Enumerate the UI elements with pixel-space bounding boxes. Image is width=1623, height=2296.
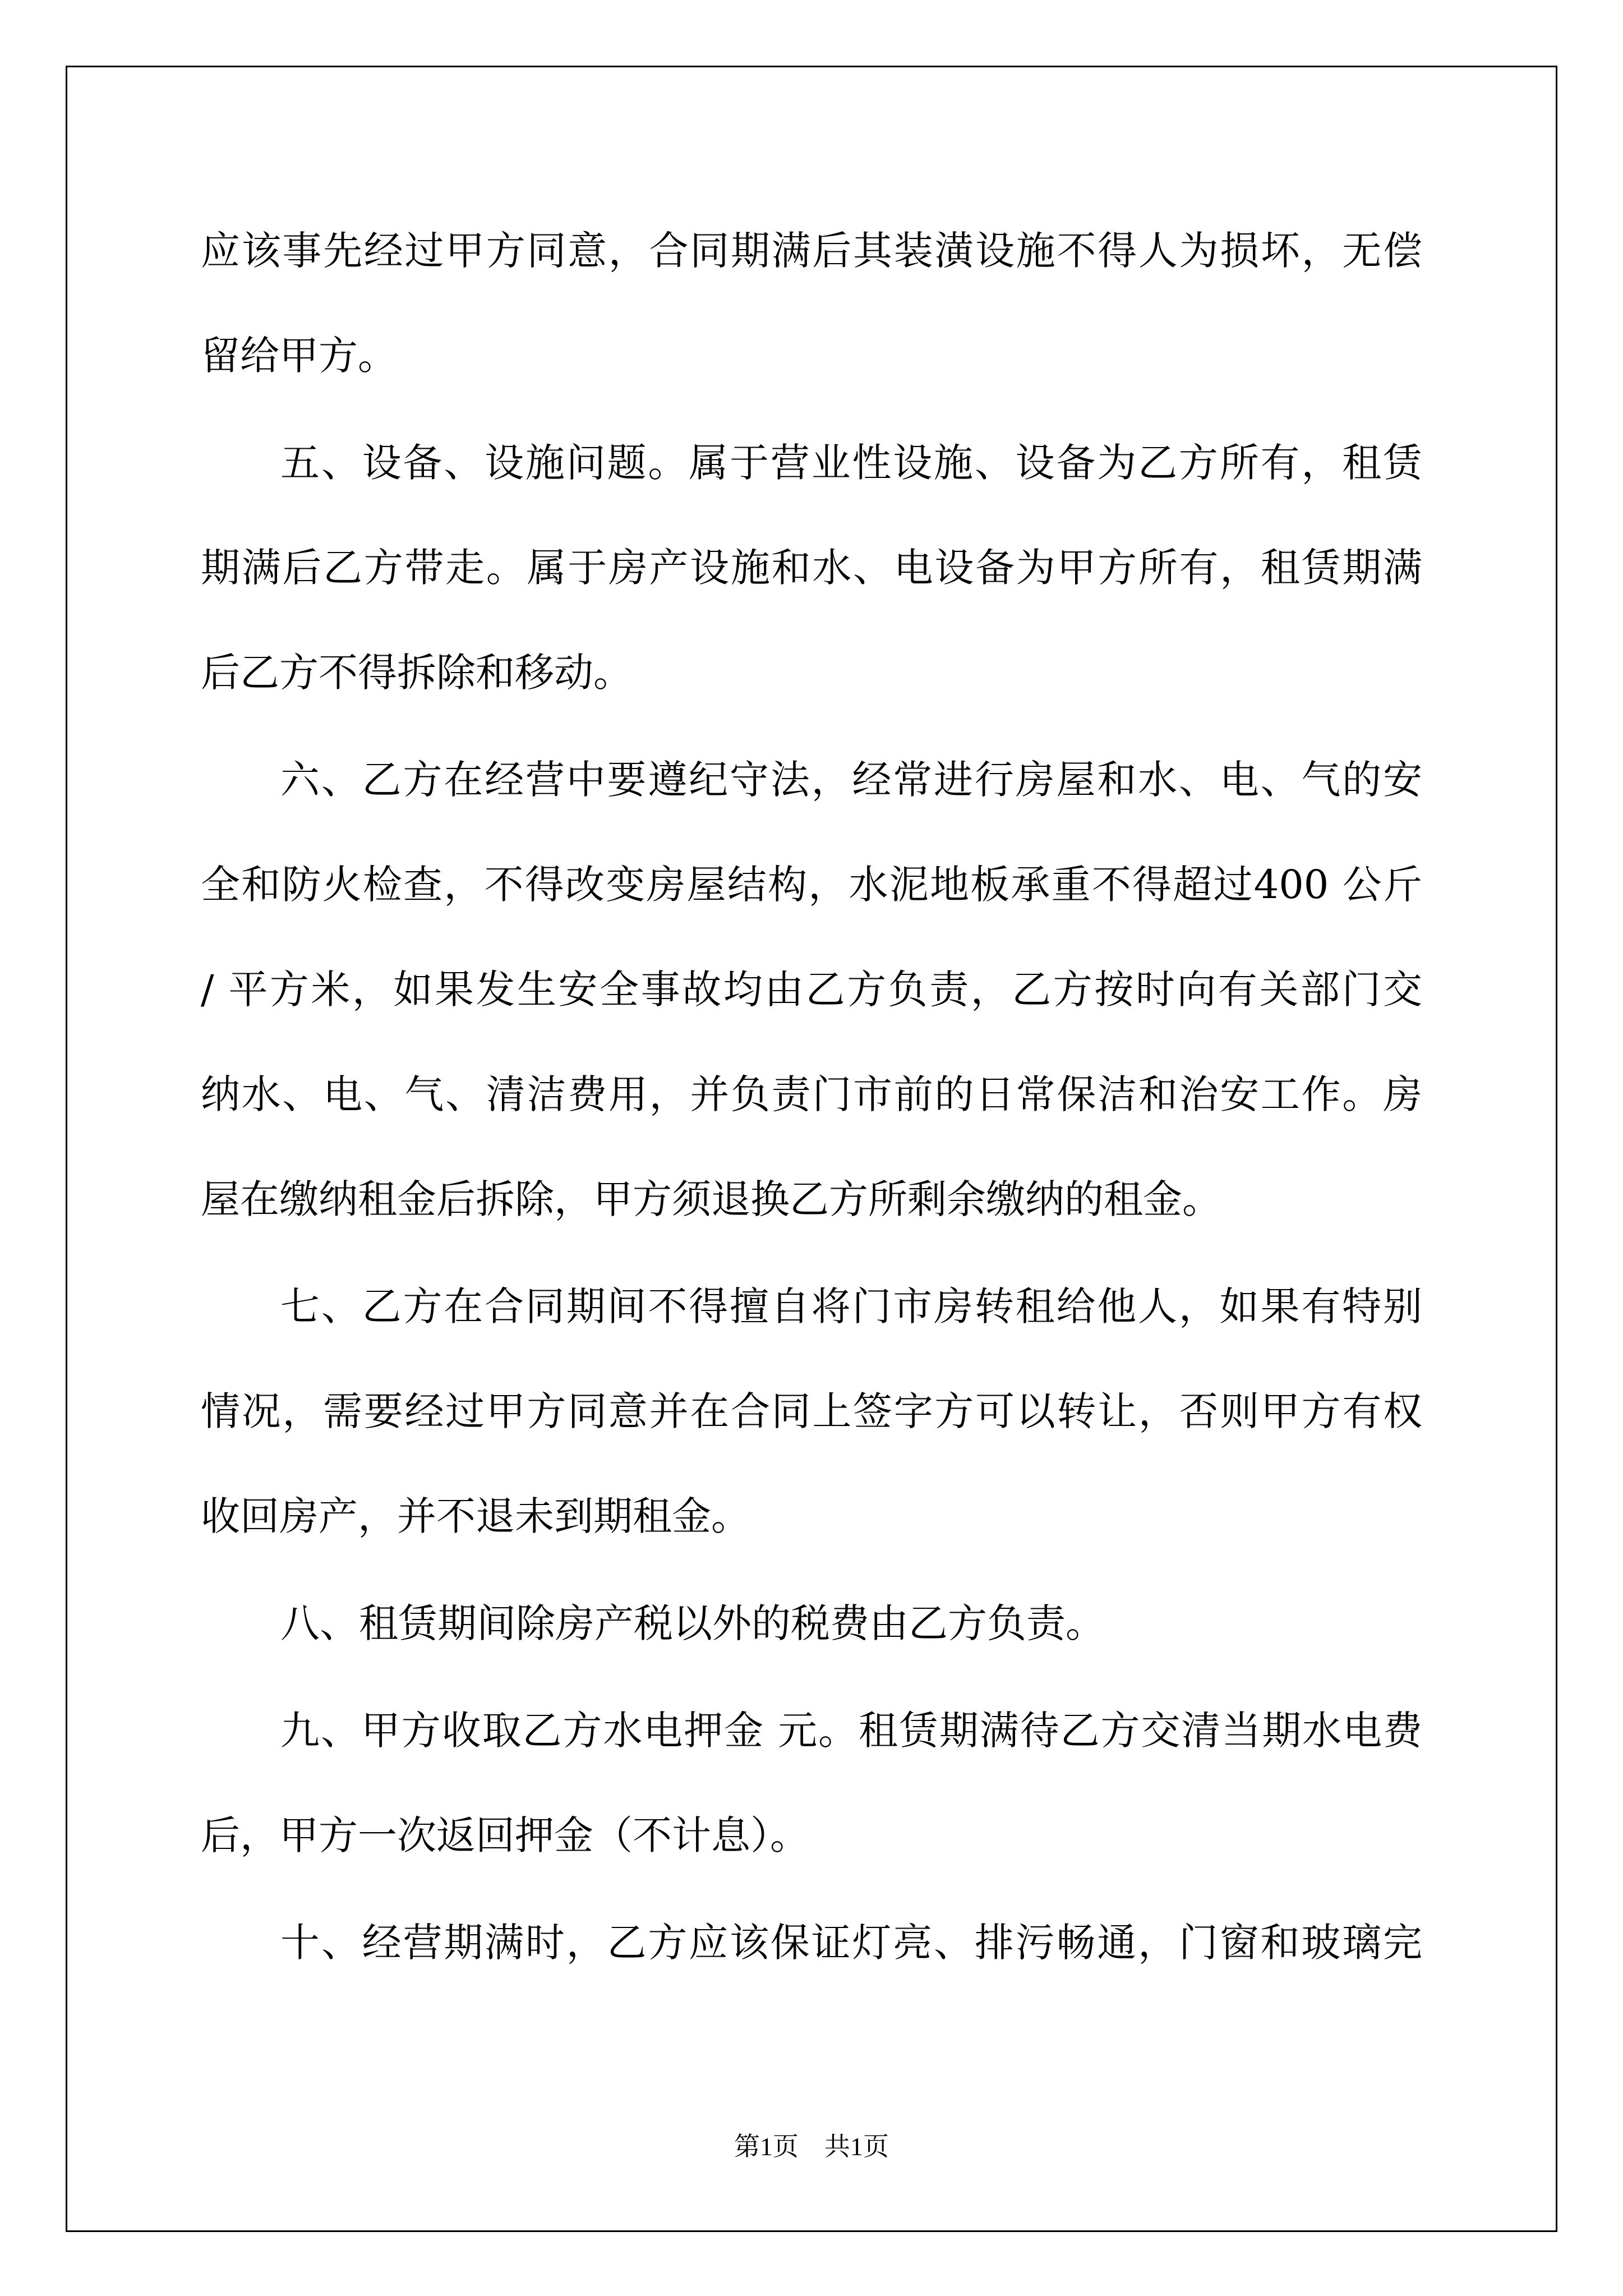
document-line: 七、乙方在合同期间不得擅自将门市房转租给他人，如果有特别 [280, 1283, 1422, 1329]
document-line: 纳水、电、气、清洁费用，并负责门市前的日常保洁和治安工作。房 [201, 1071, 1422, 1117]
document-line: 九、甲方收取乙方水电押金 元。租赁期满待乙方交清当期水电费 [280, 1708, 1422, 1754]
document-line: 情况，需要经过甲方同意并在合同上签字方可以转让，否则甲方有权 [201, 1388, 1422, 1434]
document-line: 五、设备、设施问题。属于营业性设施、设备为乙方所有，租赁 [280, 440, 1422, 486]
document-line: 六、乙方在经营中要遵纪守法，经常进行房屋和水、电、气的安 [280, 757, 1422, 803]
document-line: 后乙方不得拆除和移动。 [201, 650, 633, 696]
document-line: 期满后乙方带走。属于房产设施和水、电设备为甲方所有，租赁期满 [201, 545, 1422, 591]
document-line: / 平方米，如果发生安全事故均由乙方负责，乙方按时向有关部门交 [201, 967, 1422, 1013]
document-line: 收回房产，并不退未到期租金。 [201, 1493, 750, 1539]
document-line: 八、租赁期间除房产税以外的税费由乙方负责。 [280, 1600, 1105, 1646]
page-number-current: 第1页 [734, 2132, 799, 2161]
document-line: 应该事先经过甲方同意，合同期满后其装潢设施不得人为损坏，无偿 [201, 228, 1422, 274]
page-border [66, 66, 1557, 2232]
document-line: 十、经营期满时，乙方应该保证灯亮、排污畅通，门窗和玻璃完 [280, 1920, 1422, 1966]
page-footer [0, 2134, 1623, 2160]
document-line: 留给甲方。 [201, 333, 397, 379]
document-line: 后，甲方一次返回押金（不计息）。 [201, 1812, 809, 1858]
page-number-total: 共1页 [824, 2132, 889, 2161]
document-line: 全和防火检查，不得改变房屋结构，水泥地板承重不得超过400 公斤 [201, 862, 1422, 908]
document-line: 屋在缴纳租金后拆除，甲方须退换乙方所剩余缴纳的租金。 [201, 1176, 1221, 1222]
